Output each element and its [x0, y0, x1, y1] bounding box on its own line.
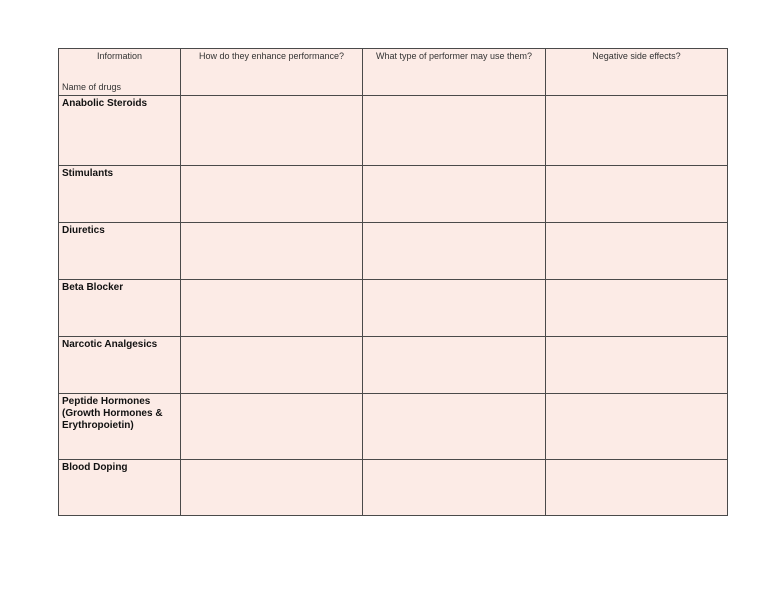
performer-answer-cell[interactable] [363, 166, 546, 223]
side-effects-answer-cell[interactable] [546, 337, 728, 394]
drug-name-cell: Narcotic Analgesics [59, 337, 181, 394]
header-information-label: Information [96, 51, 143, 61]
drug-name-cell: Diuretics [59, 223, 181, 280]
enhance-answer-cell[interactable] [181, 96, 363, 166]
side-effects-answer-cell[interactable] [546, 96, 728, 166]
side-effects-answer-cell[interactable] [546, 223, 728, 280]
enhance-answer-cell[interactable] [181, 223, 363, 280]
side-effects-answer-cell[interactable] [546, 394, 728, 460]
table-row [59, 223, 728, 280]
drug-name-cell: Stimulants [59, 166, 181, 223]
table-row [59, 337, 728, 394]
header-enhance-cell: How do they enhance performance? [181, 49, 363, 96]
table-row [59, 166, 728, 223]
drug-name-cell: Blood Doping [59, 460, 181, 516]
side-effects-answer-cell[interactable] [546, 460, 728, 516]
header-name-of-drugs-label: Name of drugs [62, 82, 122, 92]
drug-name-cell: Peptide Hormones (Growth Hormones & Erythropoietin) [59, 394, 181, 460]
enhance-answer-cell[interactable] [181, 394, 363, 460]
header-information-cell [59, 49, 181, 96]
table-row [59, 460, 728, 516]
drug-name-cell: Beta Blocker [59, 280, 181, 337]
drug-name-cell: Anabolic Steroids [59, 96, 181, 166]
table-row [59, 96, 728, 166]
performer-answer-cell[interactable] [363, 96, 546, 166]
enhance-answer-cell[interactable] [181, 460, 363, 516]
table-row [59, 280, 728, 337]
table-row [59, 394, 728, 460]
header-side-effects-cell: Negative side effects? [546, 49, 728, 96]
performer-answer-cell[interactable] [363, 460, 546, 516]
side-effects-answer-cell[interactable] [546, 166, 728, 223]
enhance-answer-cell[interactable] [181, 280, 363, 337]
side-effects-answer-cell[interactable] [546, 280, 728, 337]
performer-answer-cell[interactable] [363, 280, 546, 337]
table-header-row [59, 49, 728, 96]
performer-answer-cell[interactable] [363, 223, 546, 280]
performer-answer-cell[interactable] [363, 394, 546, 460]
performer-answer-cell[interactable] [363, 337, 546, 394]
drugs-worksheet-table [58, 48, 728, 516]
enhance-answer-cell[interactable] [181, 337, 363, 394]
header-performer-cell: What type of performer may use them? [363, 49, 546, 96]
enhance-answer-cell[interactable] [181, 166, 363, 223]
